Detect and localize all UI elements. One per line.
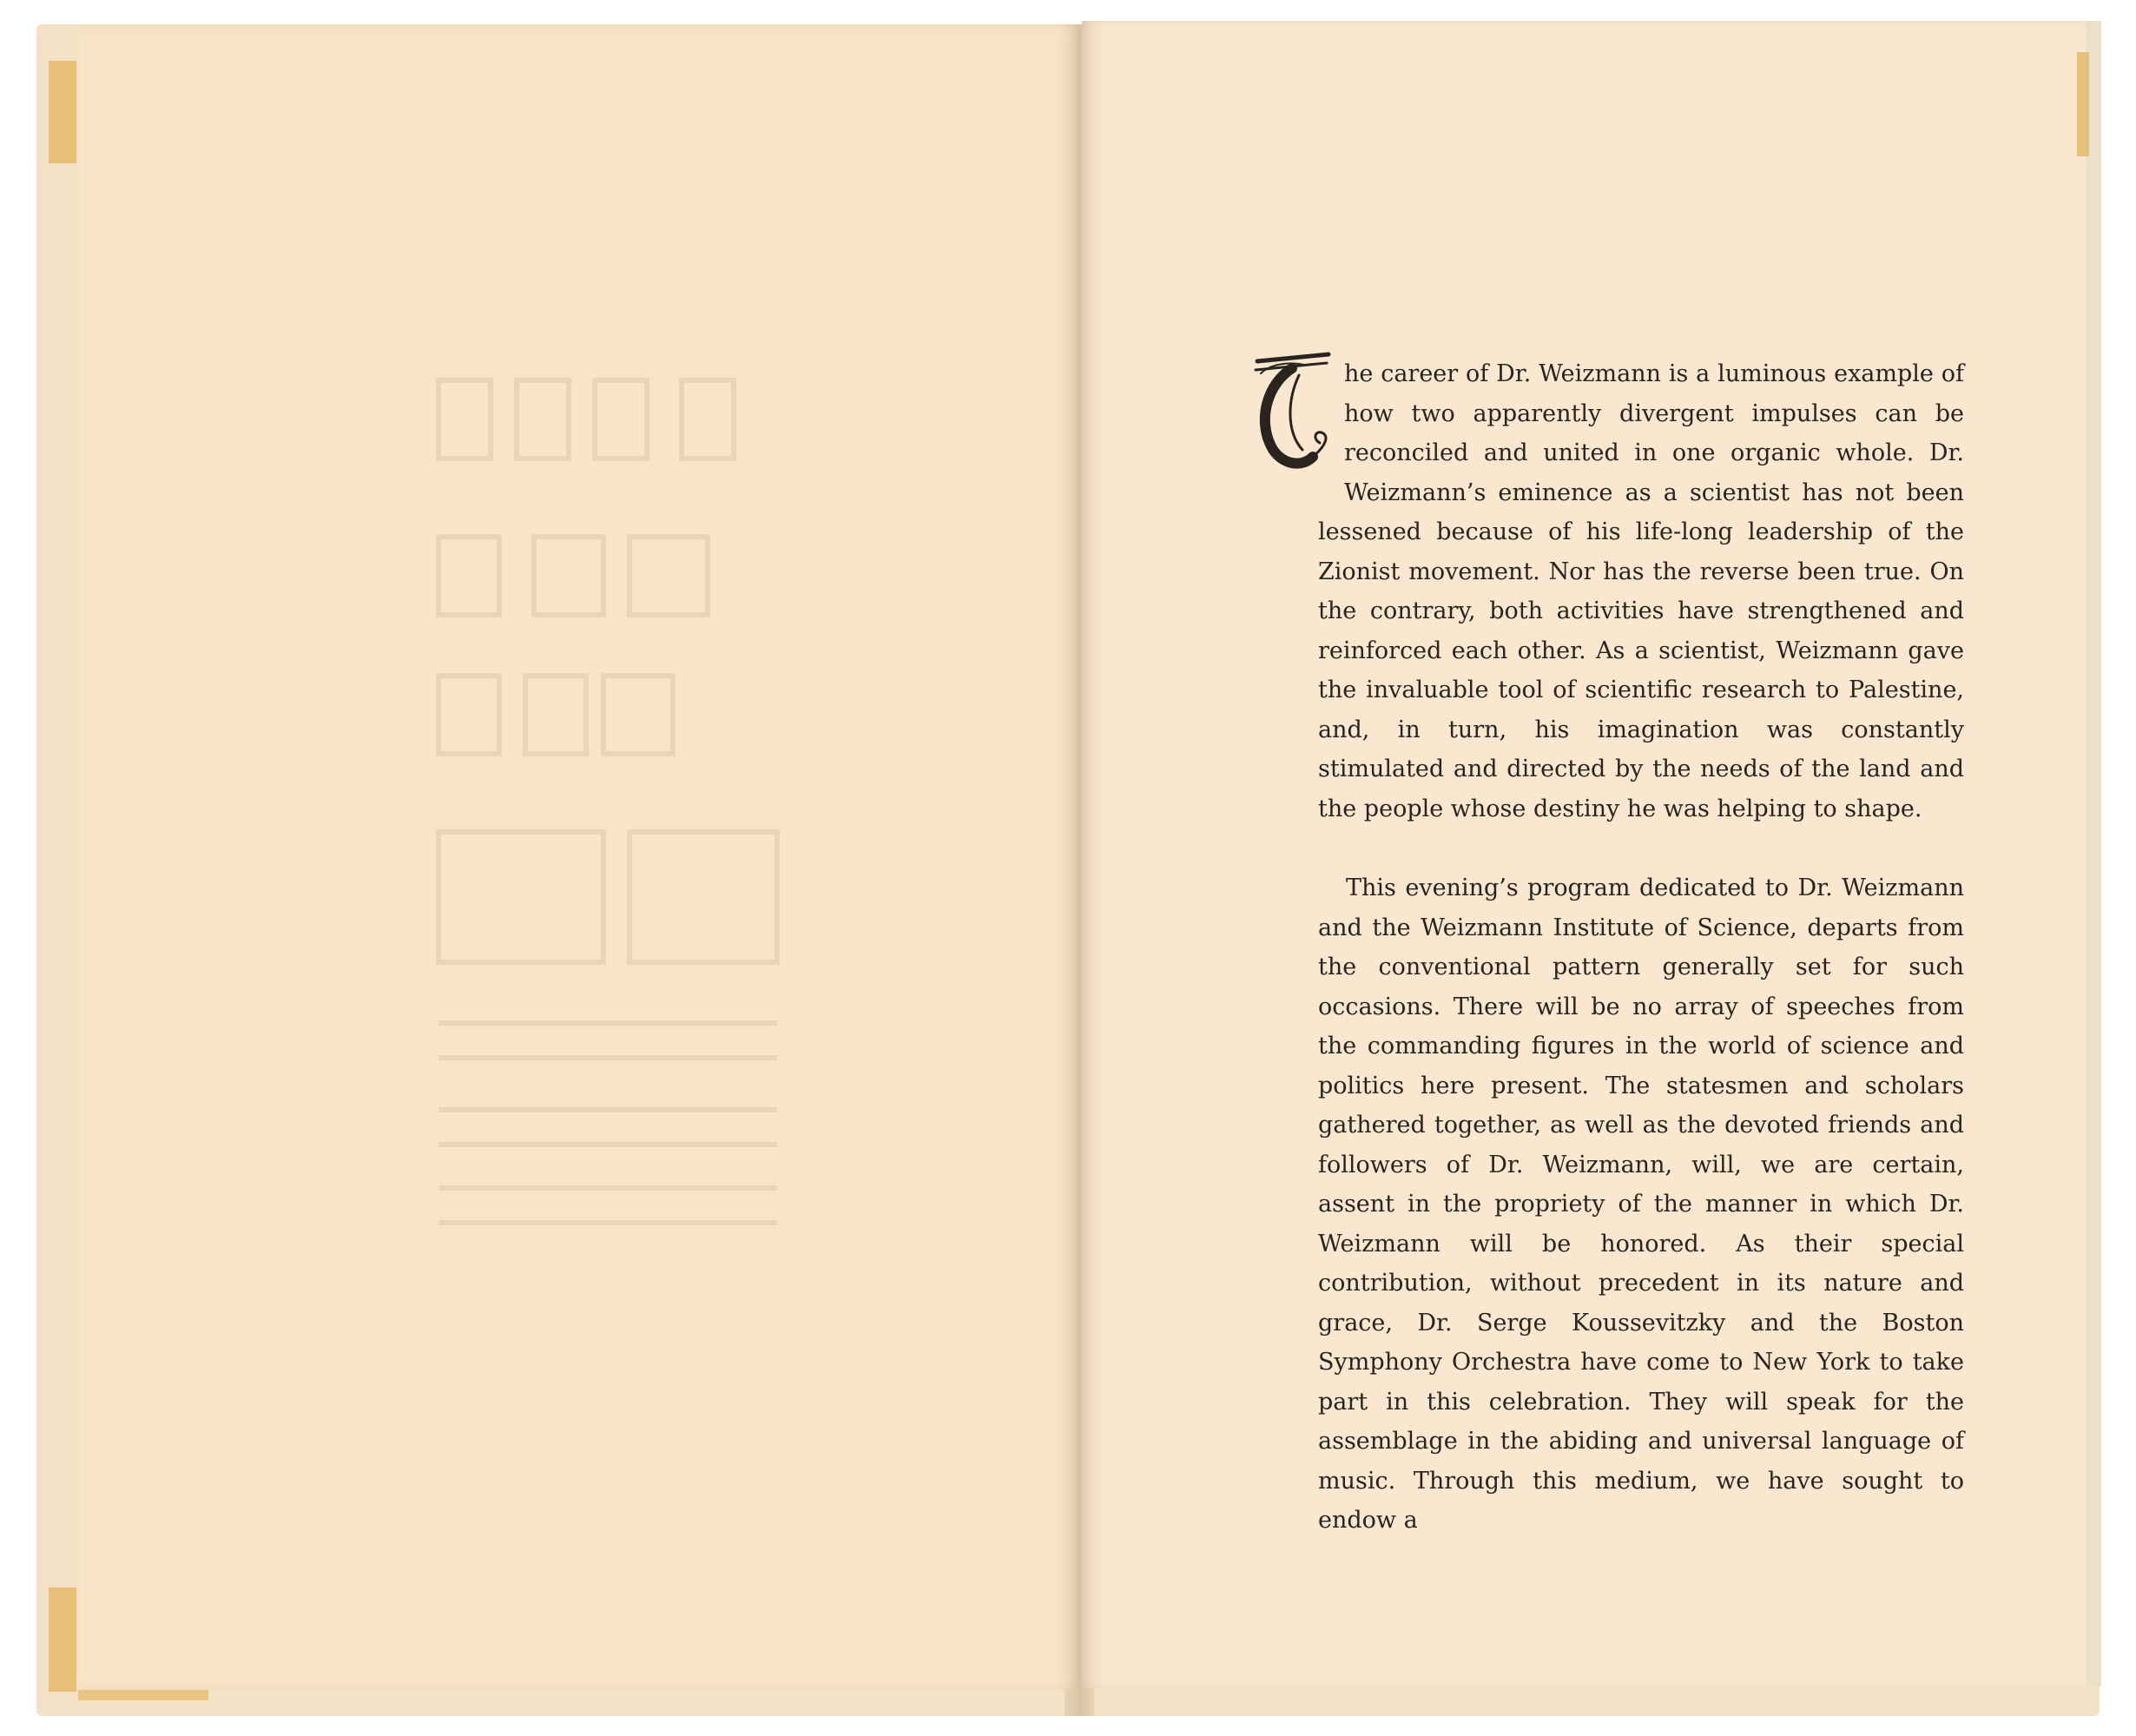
page-edges	[2086, 21, 2101, 1686]
left-page	[78, 24, 1077, 1690]
tape-top-left	[49, 61, 76, 163]
drop-cap-glyph	[1252, 349, 1332, 479]
paragraph-1: he career of Dr. Weizmann is a luminous example of how two apparently divergent impulses can be reconciled and united in one organic whole. Dr. Weizmann’s eminence as a scientist has not been lessened because of his life-long leadership of the Zionist movement. Nor has the reverse been true. On the contrary, both activities have strengthened and reinforced each other. As a scientist, Weizmann gave the invaluable tool of scientific research to Palestine, and, in turn, his imagination was constantly stimulated and directed by the needs of the land and the people whose destiny he was helping to shape.	[1318, 354, 1964, 828]
tape-bottom-edge	[78, 1690, 208, 1700]
show-through-print	[421, 363, 803, 1240]
tape-bottom-left	[49, 1587, 76, 1692]
drop-cap	[1252, 349, 1332, 479]
tape-top-right	[2077, 52, 2089, 156]
body-text	[1318, 354, 1964, 1541]
paragraph-2: This evening’s program dedicated to Dr. Weizmann and the Weizmann Institute of Science, departs from the conventional pattern generally set for such occasions. There will be no array of speeches from the commanding figures in the world of science and politics here present. The statesmen and scholars gathered together, as well as the devoted friends and followers of Dr. Weizmann, will, we are certain, assent in the propriety of the manner in which Dr. Weizmann will be honored. As their special contribution, without precedent in its nature and grace, Dr. Serge Koussevitzky and the Boston Symphony Orchestra have come to New York to take part in this celebration. They will speak for the assemblage in the abiding and universal language of music. Through this medium, we have sought to endow a	[1318, 875, 1964, 1534]
